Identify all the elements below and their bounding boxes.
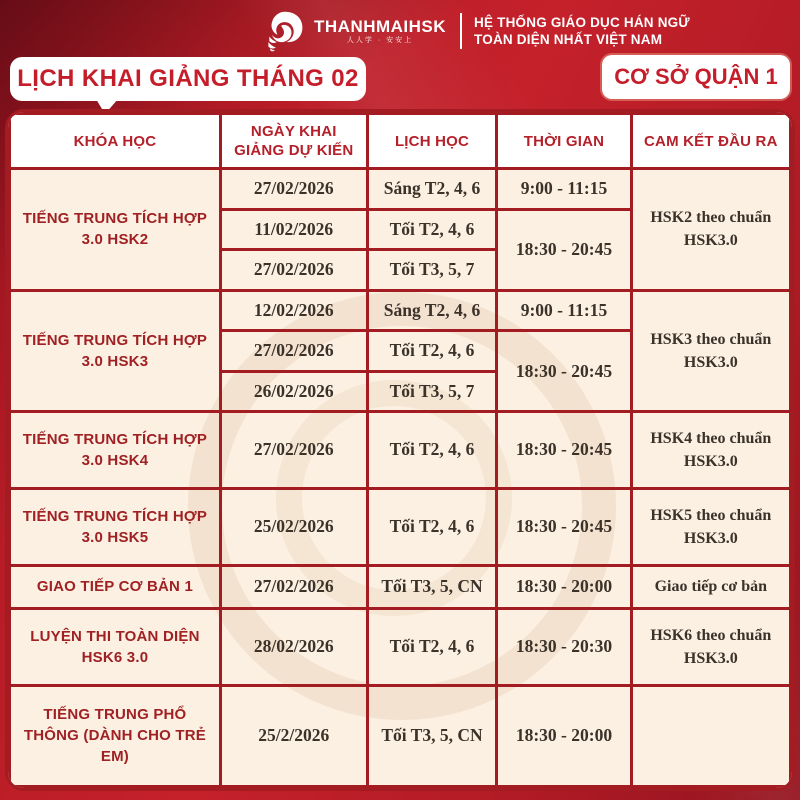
course-name-cell: TIẾNG TRUNG PHỔ THÔNG (DÀNH CHO TRẺ EM): [10, 685, 221, 786]
time-cell: 9:00 - 11:15: [497, 169, 631, 210]
outcome-cell: HSK3 theo chuẩn HSK3.0: [631, 290, 790, 412]
schedule-cell: Tối T2, 4, 6: [367, 331, 497, 372]
tagline-line-2: TOÀN DIỆN NHẤT VIỆT NAM: [474, 32, 663, 47]
course-name-cell: GIAO TIẾP CƠ BẢN 1: [10, 565, 221, 608]
schedule-cell: Tối T2, 4, 6: [367, 488, 497, 565]
table-row: [10, 290, 791, 331]
brand-name: THANHMAIHSK: [314, 16, 447, 36]
course-name-cell: TIẾNG TRUNG TÍCH HỢP 3.0 HSK3: [10, 290, 221, 412]
date-cell: 25/2/2026: [220, 685, 367, 786]
date-cell: 27/02/2026: [220, 250, 367, 291]
date-cell: 27/02/2026: [220, 565, 367, 608]
brand-text: [314, 18, 446, 45]
date-cell: 27/02/2026: [220, 169, 367, 210]
schedule-cell: Sáng T2, 4, 6: [367, 290, 497, 331]
outcome-cell: HSK6 theo chuẩn HSK3.0: [631, 608, 790, 685]
time-cell: 18:30 - 20:30: [497, 608, 631, 685]
table-row: [10, 608, 791, 685]
table-row: [10, 488, 791, 565]
time-cell: 18:30 - 20:00: [497, 565, 631, 608]
outcome-cell: [631, 685, 790, 786]
schedule-cell: Sáng T2, 4, 6: [367, 169, 497, 210]
col-header-ngay-khai-giang: NGÀY KHAI GIẢNG DỰ KIẾN: [220, 114, 367, 169]
schedule-cell: Tối T2, 4, 6: [367, 412, 497, 489]
table-row: [10, 685, 791, 786]
outcome-cell: Giao tiếp cơ bản: [631, 565, 790, 608]
date-cell: 26/02/2026: [220, 371, 367, 412]
schedule-cell: Tối T3, 5, CN: [367, 565, 497, 608]
schedule-table: [8, 112, 792, 788]
brand-header: [262, 8, 690, 54]
schedule-cell: Tối T2, 4, 6: [367, 608, 497, 685]
schedule-cell: Tối T3, 5, 7: [367, 371, 497, 412]
col-header-lich-hoc: LỊCH HỌC: [367, 114, 497, 169]
branch-name: CƠ SỞ QUẬN 1: [614, 64, 778, 89]
course-name-cell: TIẾNG TRUNG TÍCH HỢP 3.0 HSK5: [10, 488, 221, 565]
course-name-cell: TIẾNG TRUNG TÍCH HỢP 3.0 HSK2: [10, 169, 221, 291]
date-cell: 11/02/2026: [220, 209, 367, 250]
time-cell: 18:30 - 20:45: [497, 412, 631, 489]
time-cell: 18:30 - 20:45: [497, 331, 631, 412]
table-header-row: [10, 114, 791, 169]
tagline-line-1: HỆ THỐNG GIÁO DỤC HÁN NGỮ: [474, 15, 690, 30]
table-row: [10, 565, 791, 608]
date-cell: 28/02/2026: [220, 608, 367, 685]
outcome-cell: HSK5 theo chuẩn HSK3.0: [631, 488, 790, 565]
time-cell: 18:30 - 20:45: [497, 209, 631, 290]
course-name-cell: TIẾNG TRUNG TÍCH HỢP 3.0 HSK4: [10, 412, 221, 489]
branch-badge: [602, 55, 790, 99]
time-cell: 9:00 - 11:15: [497, 290, 631, 331]
brand-chinese-subtext: 人人学 · 安安上: [346, 36, 414, 44]
time-cell: 18:30 - 20:00: [497, 685, 631, 786]
col-header-khoa-hoc: KHÓA HỌC: [10, 114, 221, 169]
brand-divider: [460, 13, 462, 49]
schedule-grid: [8, 112, 792, 788]
time-cell: 18:30 - 20:45: [497, 488, 631, 565]
date-cell: 25/02/2026: [220, 488, 367, 565]
brand-tagline: [474, 14, 690, 48]
date-cell: 27/02/2026: [220, 331, 367, 372]
col-header-cam-ket: CAM KẾT ĐẦU RA: [631, 114, 790, 169]
date-cell: 12/02/2026: [220, 290, 367, 331]
schedule-cell: Tối T2, 4, 6: [367, 209, 497, 250]
schedule-cell: Tối T3, 5, CN: [367, 685, 497, 786]
outcome-cell: HSK4 theo chuẩn HSK3.0: [631, 412, 790, 489]
course-name-cell: LUYỆN THI TOÀN DIỆN HSK6 3.0: [10, 608, 221, 685]
table-row: [10, 412, 791, 489]
schedule-title: LỊCH KHAI GIẢNG THÁNG 02: [17, 65, 359, 92]
table-row: [10, 169, 791, 210]
outcome-cell: HSK2 theo chuẩn HSK3.0: [631, 169, 790, 291]
schedule-cell: Tối T3, 5, 7: [367, 250, 497, 291]
thanhmaihsk-logo-icon: [262, 9, 306, 53]
date-cell: 27/02/2026: [220, 412, 367, 489]
col-header-thoi-gian: THỜI GIAN: [497, 114, 631, 169]
schedule-title-bubble: [10, 57, 366, 101]
